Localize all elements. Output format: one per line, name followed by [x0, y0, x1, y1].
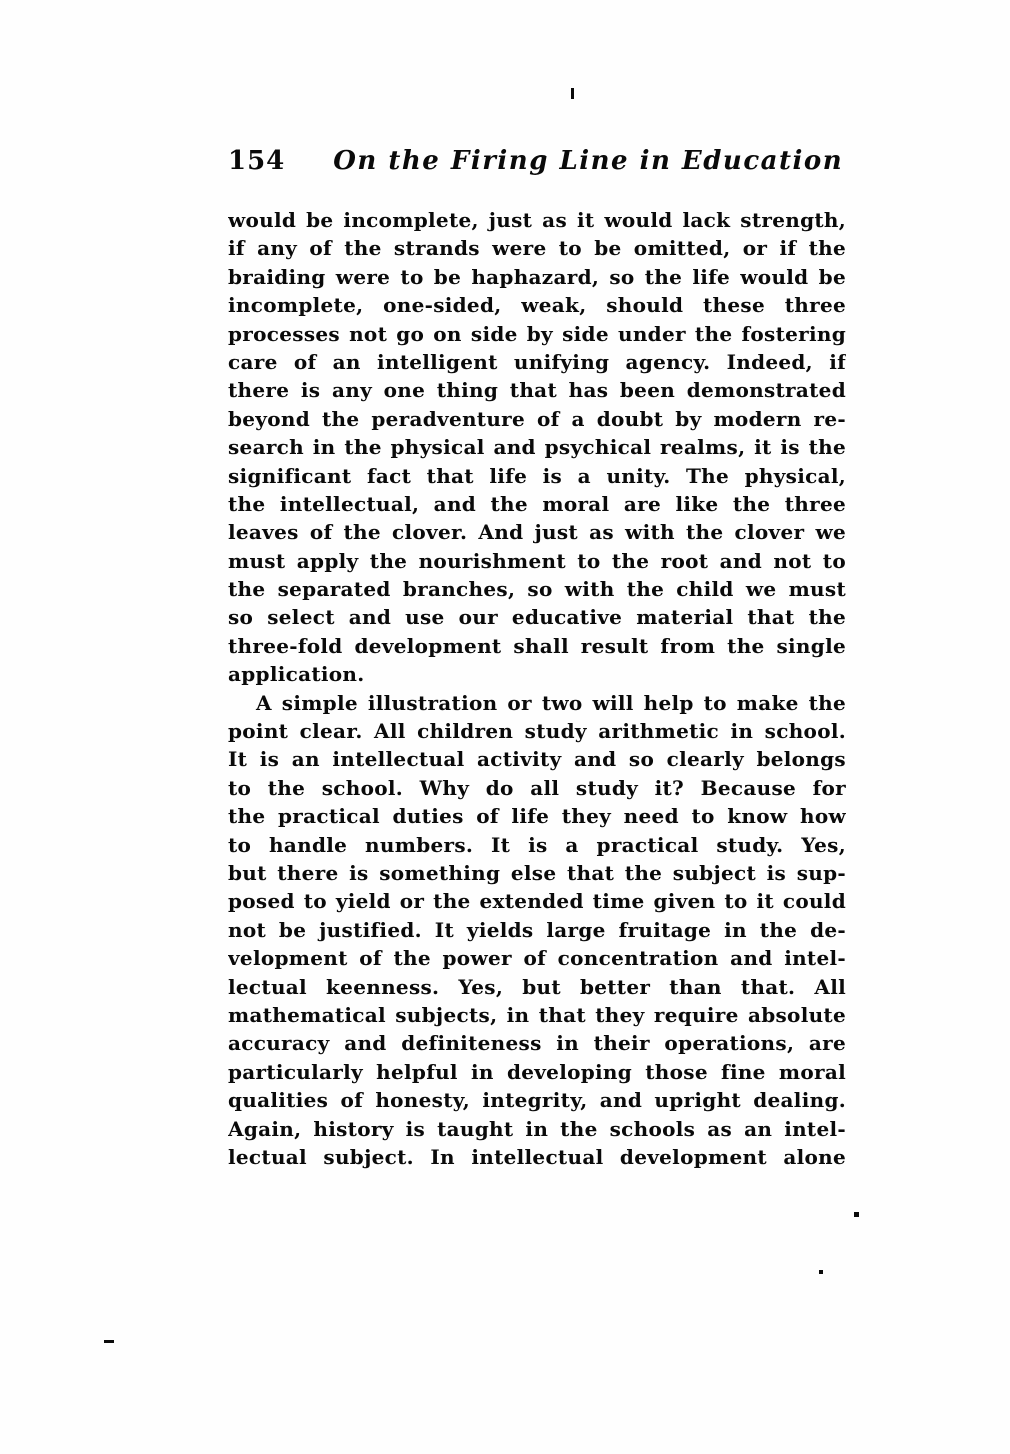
text-line: not be justified. It yields large fruitage in the de-: [228, 917, 846, 942]
text-line: must apply the nourishment to the root and not to: [228, 548, 846, 573]
text-line: mathematical subjects, in that they require absolute: [228, 1002, 846, 1027]
ink-dash: [104, 1340, 114, 1343]
body-text: [228, 206, 846, 1171]
text-line: to handle numbers. It is a practical study. Yes,: [228, 832, 846, 857]
text-line: braiding were to be haphazard, so the life would be: [228, 264, 846, 289]
text-line: lectual keenness. Yes, but better than that. All: [228, 974, 846, 999]
text-line: particularly helpful in developing those fine moral: [228, 1059, 846, 1084]
running-title: On the Firing Line in Education: [333, 146, 844, 176]
text-line: the separated branches, so with the child we must: [228, 577, 846, 602]
text-line: to the school. Why do all study it? Because for: [228, 775, 846, 800]
text-line: It is an intellectual activity and so clearly belongs: [228, 747, 846, 772]
text-line: posed to yield or the extended time given to it could: [228, 889, 846, 914]
text-line: care of an intelligent unifying agency. Indeed, if: [228, 349, 846, 374]
text-line: application.: [228, 662, 365, 687]
ink-speck: [854, 1212, 859, 1217]
text-line: A simple illustration or two will help to make the: [256, 690, 846, 715]
text-line: if any of the strands were to be omitted, or if the: [228, 236, 846, 261]
text-line: Again, history is taught in the schools as an intel-: [228, 1116, 846, 1141]
text-line: significant fact that life is a unity. The physical,: [228, 463, 846, 488]
text-line: search in the physical and psychical realms, it is the: [228, 435, 846, 460]
text-line: processes not go on side by side under the fostering: [228, 321, 846, 346]
text-line: point clear. All children study arithmetic in school.: [228, 719, 846, 744]
text-line: accuracy and definiteness in their operations, are: [228, 1031, 846, 1056]
text-line: incomplete, one-sided, weak, should these three: [228, 293, 846, 318]
page-number: 154: [228, 146, 286, 176]
text-line: leaves of the clover. And just as with the clover we: [228, 520, 846, 545]
text-line: there is any one thing that has been demonstrated: [228, 378, 846, 403]
text-line: the intellectual, and the moral are like the three: [228, 491, 846, 516]
text-line: three-fold development shall result from the single: [228, 633, 846, 658]
text-line: beyond the peradventure of a doubt by modern re-: [228, 406, 846, 431]
text-line: the practical duties of life they need to know how: [228, 804, 846, 829]
text-line: but there is something else that the subject is sup-: [228, 860, 846, 885]
text-line: would be incomplete, just as it would lack strength,: [228, 208, 846, 232]
text-line: velopment of the power of concentration and intel-: [228, 946, 846, 971]
ink-speck: [819, 1270, 823, 1274]
text-line: qualities of honesty, integrity, and upright dealing.: [228, 1088, 846, 1113]
text-line: so select and use our educative material that the: [228, 605, 846, 630]
text-line: lectual subject. In intellectual development alone: [228, 1144, 846, 1169]
ink-tick-mark: [571, 88, 574, 99]
page-header: [228, 146, 848, 176]
